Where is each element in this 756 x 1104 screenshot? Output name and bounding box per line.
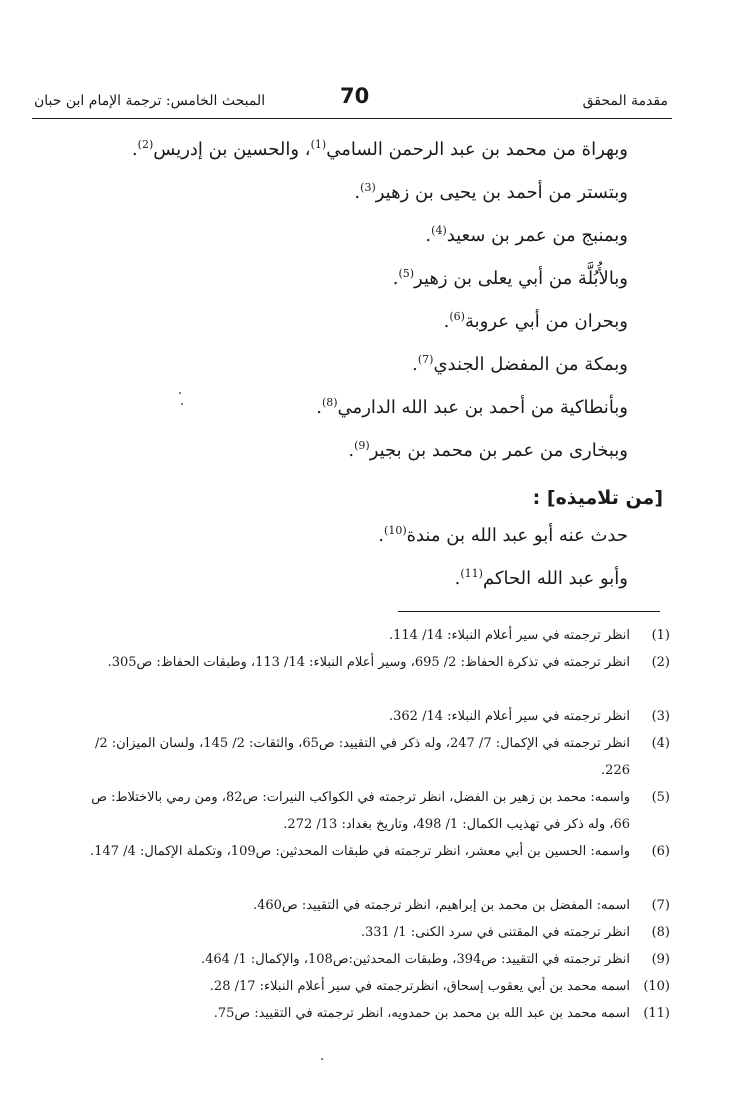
header-section-title: مقدمة المحقق — [582, 93, 668, 109]
body-line: وببخارى من عمر بن محمد بن بجير$^{(9)}$. — [348, 439, 628, 461]
footnote-text: اسمه: المفضل بن محمد بن إبراهيم، انظر ترجمته في التقييد: ص460. — [253, 898, 630, 913]
footnote-number: (11) — [643, 1006, 670, 1021]
footnote-number: (10) — [643, 979, 670, 994]
scan-speck — [179, 392, 181, 394]
footnote — [70, 919, 670, 946]
footnote-text: انظر ترجمته في سير أعلام النبلاء: 14/ 362. — [388, 709, 630, 724]
footnote — [70, 838, 670, 865]
footnote — [70, 892, 670, 919]
footnote — [70, 622, 670, 649]
footnote — [70, 784, 670, 838]
body-line: وبهراة من محمد بن عبد الرحمن السامي$^{(1)}$، والحسين بن إدريس$^{(2)}$. — [131, 138, 628, 160]
footnote-text: انظر ترجمته في المقتنى في سرد الكنى: 1/ 331. — [360, 925, 630, 940]
scan-speck — [181, 403, 183, 405]
header-chapter-title: المبحث الخامس: ترجمة الإمام ابن حبان — [34, 93, 266, 109]
body-line: وبمنبج من عمر بن سعيد$^{(4)}$. — [425, 224, 628, 246]
header-rule — [32, 118, 672, 119]
body-line: وبمكة من المفضل الجندي$^{(7)}$. — [412, 353, 628, 375]
footnote-number: (2) — [651, 655, 670, 670]
footnote-number: (7) — [651, 898, 670, 913]
scan-speck — [321, 1058, 323, 1060]
footnote-text: انظر ترجمته في تذكرة الحفاظ: 2/ 695، وسير أعلام النبلاء: 14/ 113، وطبقات الحفاظ: ص305. — [107, 655, 630, 670]
footnote-number: (8) — [651, 925, 670, 940]
footnote — [70, 946, 670, 973]
footnote-text: اسمه محمد بن عبد الله بن محمد بن حمدويه، انظر ترجمته في التقييد: ص75. — [213, 1006, 630, 1021]
body-line: وبتستر من أحمد بن يحيى بن زهير$^{(3)}$. — [354, 181, 628, 203]
footnote-text: واسمه: الحسين بن أبي معشر، انظر ترجمته في طبقات المحدثين: ص109، وتكملة الإكمال: 4/ 147. — [90, 844, 630, 859]
footnote-text: انظر ترجمته في الإكمال: 7/ 247، وله ذكر في التقييد: ص65، والثقات: 2/ 145، ولسان الميزان: 2/ 226. — [94, 736, 630, 778]
footnote-number: (1) — [651, 628, 670, 643]
body-line: وبالأُبُلَّة من أبي يعلى بن زهير$^{(5)}$. — [392, 267, 628, 289]
footnote-text: انظر ترجمته في التقييد: ص394، وطبقات المحدثين:ص108، والإكمال: 1/ 464. — [200, 952, 630, 967]
footnote-number: (5) — [651, 790, 670, 805]
footnote — [70, 730, 670, 784]
footnote — [70, 973, 670, 1000]
footnote-separator — [398, 611, 660, 612]
footnote-number: (3) — [651, 709, 670, 724]
section-heading: [من تلاميذه] : — [532, 487, 663, 509]
footnote — [70, 649, 670, 676]
footnote-number: (4) — [651, 736, 670, 751]
footnote-number: (9) — [651, 952, 670, 967]
footnote — [70, 1000, 670, 1027]
footnote — [70, 703, 670, 730]
student-line: حدث عنه أبو عبد الله بن مندة$^{(10)}$. — [378, 524, 628, 546]
footnote-number: (6) — [651, 844, 670, 859]
body-line: وبأنطاكية من أحمد بن عبد الله الدارمي$^{(8)}$. — [316, 396, 628, 418]
student-line: وأبو عبد الله الحاكم$^{(11)}$. — [454, 567, 628, 589]
body-line: وبحران من أبي عروبة$^{(6)}$. — [443, 310, 628, 332]
footnote-text: اسمه محمد بن أبي يعقوب إسحاق، انظرترجمته في سير أعلام النبلاء: 17/ 28. — [209, 979, 630, 994]
page-number: 70 — [340, 84, 370, 108]
footnote-text: انظر ترجمته في سير أعلام النبلاء: 14/ 114. — [388, 628, 630, 643]
footnote-text: واسمه: محمد بن زهير بن الفضل، انظر ترجمته في الكواكب النيرات: ص82، ومن رمي بالاختلاط: ص 66، وله ذكر في تهذيب الكمال: 1/ 498، وتاريخ بغداد: 13/ 272. — [91, 790, 630, 832]
